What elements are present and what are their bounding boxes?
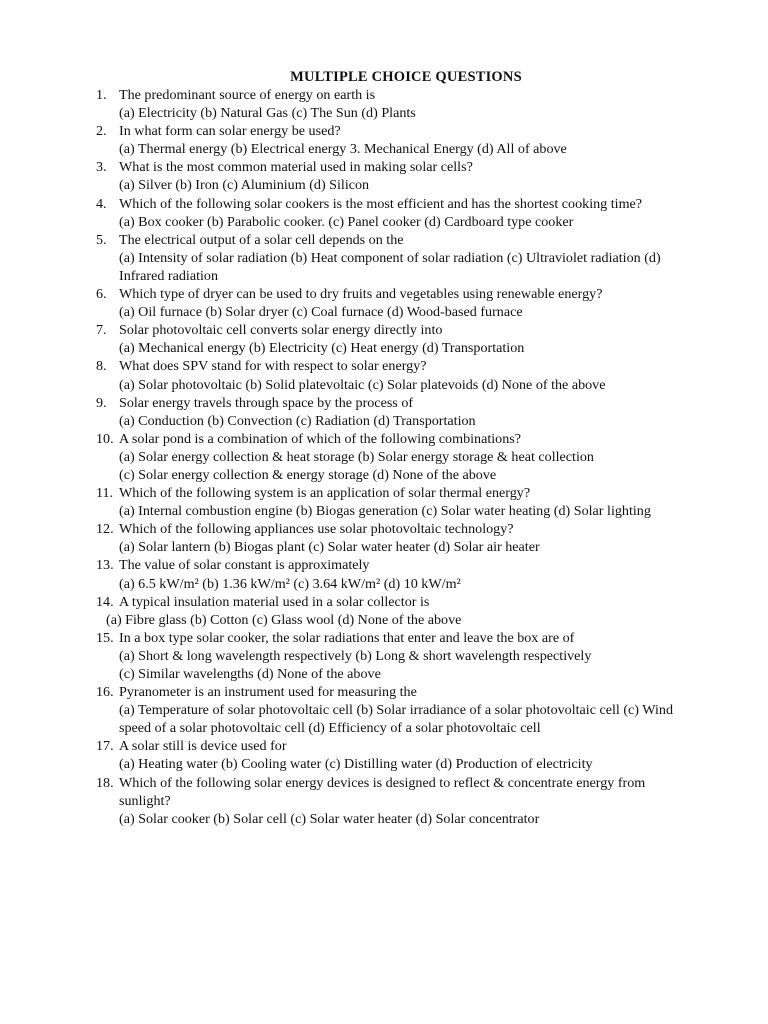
question-options: (a) Solar lantern (b) Biogas plant (c) Solar water heater (d) Solar air heater xyxy=(119,539,540,556)
question-text: A solar pond is a combination of which of the following combinations? xyxy=(119,430,521,447)
question-options: (a) Oil furnace (b) Solar dryer (c) Coal furnace (d) Wood-based furnace xyxy=(119,304,523,321)
question-options: (a) Temperature of solar photovoltaic cell (b) Solar irradiance of a solar photovoltaic cell (c) Wind speed of a solar photovoltaic cell (d) Efficiency of a solar photovoltaic cell xyxy=(119,702,674,737)
question-options: (a) Solar cooker (b) Solar cell (c) Solar water heater (d) Solar concentrator xyxy=(119,810,540,827)
question-number: 17. xyxy=(96,738,114,755)
question-text: What is the most common material used in making solar cells? xyxy=(119,159,473,176)
question-text: In what form can solar energy be used? xyxy=(119,123,341,140)
question-text: Which of the following solar cookers is the most efficient and has the shortest cooking time? xyxy=(119,195,643,212)
question-options: (a) Box cooker (b) Parabolic cooker. (c) Panel cooker (d) Cardboard type cooker xyxy=(119,213,574,230)
question-item xyxy=(96,195,696,231)
question-list xyxy=(96,86,696,828)
question-number: 5. xyxy=(96,231,107,248)
question-text: A solar still is device used for xyxy=(119,738,287,755)
question-text: Solar energy travels through space by the process of xyxy=(119,394,414,411)
question-item xyxy=(96,285,696,321)
question-options: (a) Short & long wavelength respectively (b) Long & short wavelength respectively xyxy=(119,647,592,664)
question-number: 3. xyxy=(96,159,107,176)
question-item xyxy=(96,122,696,158)
question-item xyxy=(96,593,696,629)
question-item xyxy=(96,394,696,430)
question-number: 15. xyxy=(96,629,114,646)
question-item xyxy=(96,683,696,737)
question-item xyxy=(96,430,696,484)
question-number: 2. xyxy=(96,123,107,140)
question-number: 16. xyxy=(96,684,114,701)
question-item xyxy=(96,484,696,520)
question-text: What does SPV stand for with respect to solar energy? xyxy=(119,358,427,375)
question-text: The predominant source of energy on earth is xyxy=(119,87,376,103)
question-number: 9. xyxy=(96,394,107,411)
question-text: Which type of dryer can be used to dry fruits and vegetables using renewable energy? xyxy=(119,286,603,303)
question-options: (a) Heating water (b) Cooling water (c) Distilling water (d) Production of electricity xyxy=(119,756,593,773)
question-number: 4. xyxy=(96,195,107,212)
question-options: (a) Internal combustion engine (b) Biogas generation (c) Solar water heating (d) Solar lighting xyxy=(119,503,651,520)
question-number: 13. xyxy=(96,557,114,574)
question-text: In a box type solar cooker, the solar radiations that enter and leave the box are of xyxy=(119,629,575,646)
question-text: Which of the following appliances use solar photovoltaic technology? xyxy=(119,521,514,538)
question-item xyxy=(96,321,696,357)
question-number: 6. xyxy=(96,286,107,303)
page-title: MULTIPLE CHOICE QUESTIONS xyxy=(290,69,522,85)
question-text: A typical insulation material used in a solar collector is xyxy=(119,593,430,610)
question-item xyxy=(96,520,696,556)
question-options: (a) Silver (b) Iron (c) Aluminium (d) Silicon xyxy=(119,177,370,194)
question-number: 12. xyxy=(96,521,114,538)
question-options: (a) Electricity (b) Natural Gas (c) The Sun (d) Plants xyxy=(119,105,416,122)
question-text: Which of the following solar energy devices is designed to reflect & concentrate energy from sunlight? xyxy=(119,774,646,809)
question-number: 8. xyxy=(96,358,107,375)
question-item xyxy=(96,231,696,285)
question-text: Solar photovoltaic cell converts solar energy directly into xyxy=(119,322,443,339)
question-number: 11. xyxy=(96,485,114,502)
question-options: (a) Fibre glass (b) Cotton (c) Glass wool (d) None of the above xyxy=(106,611,462,628)
question-options: (a) Intensity of solar radiation (b) Heat component of solar radiation (c) Ultraviolet radiation (d) Infrared radiation xyxy=(119,249,661,284)
question-options: (a) Mechanical energy (b) Electricity (c) Heat energy (d) Transportation xyxy=(119,340,525,357)
question-text: The value of solar constant is approximately xyxy=(119,557,370,574)
question-item xyxy=(96,357,696,393)
question-options: (a) Conduction (b) Convection (c) Radiation (d) Transportation xyxy=(119,412,476,429)
question-text: Which of the following system is an application of solar thermal energy? xyxy=(119,485,531,502)
question-number: 1. xyxy=(96,87,107,103)
question-text: The electrical output of a solar cell depends on the xyxy=(119,231,404,248)
question-item xyxy=(96,86,696,122)
question-text: Pyranometer is an instrument used for measuring the xyxy=(119,684,417,701)
question-options: (c) Similar wavelengths (d) None of the above xyxy=(119,666,381,682)
question-options: (a) Thermal energy (b) Electrical energy 3. Mechanical Energy (d) All of above xyxy=(119,141,567,158)
question-item xyxy=(96,158,696,194)
question-item xyxy=(96,556,696,592)
question-options: (a) Solar photovoltaic (b) Solid platevoltaic (c) Solar platevoids (d) None of the above xyxy=(119,376,606,393)
question-number: 18. xyxy=(96,774,114,791)
question-number: 7. xyxy=(96,322,107,339)
question-item xyxy=(96,737,696,773)
question-options: (c) Solar energy collection & energy storage (d) None of the above xyxy=(119,466,497,483)
question-options: (a) 6.5 kW/m² (b) 1.36 kW/m² (c) 3.64 kW/m² (d) 10 kW/m² xyxy=(119,575,461,592)
question-options: (a) Solar energy collection & heat storage (b) Solar energy storage & heat collection xyxy=(119,448,594,465)
question-number: 14. xyxy=(96,593,114,610)
question-item xyxy=(96,629,696,683)
question-number: 10. xyxy=(96,430,114,447)
question-item xyxy=(96,774,696,828)
